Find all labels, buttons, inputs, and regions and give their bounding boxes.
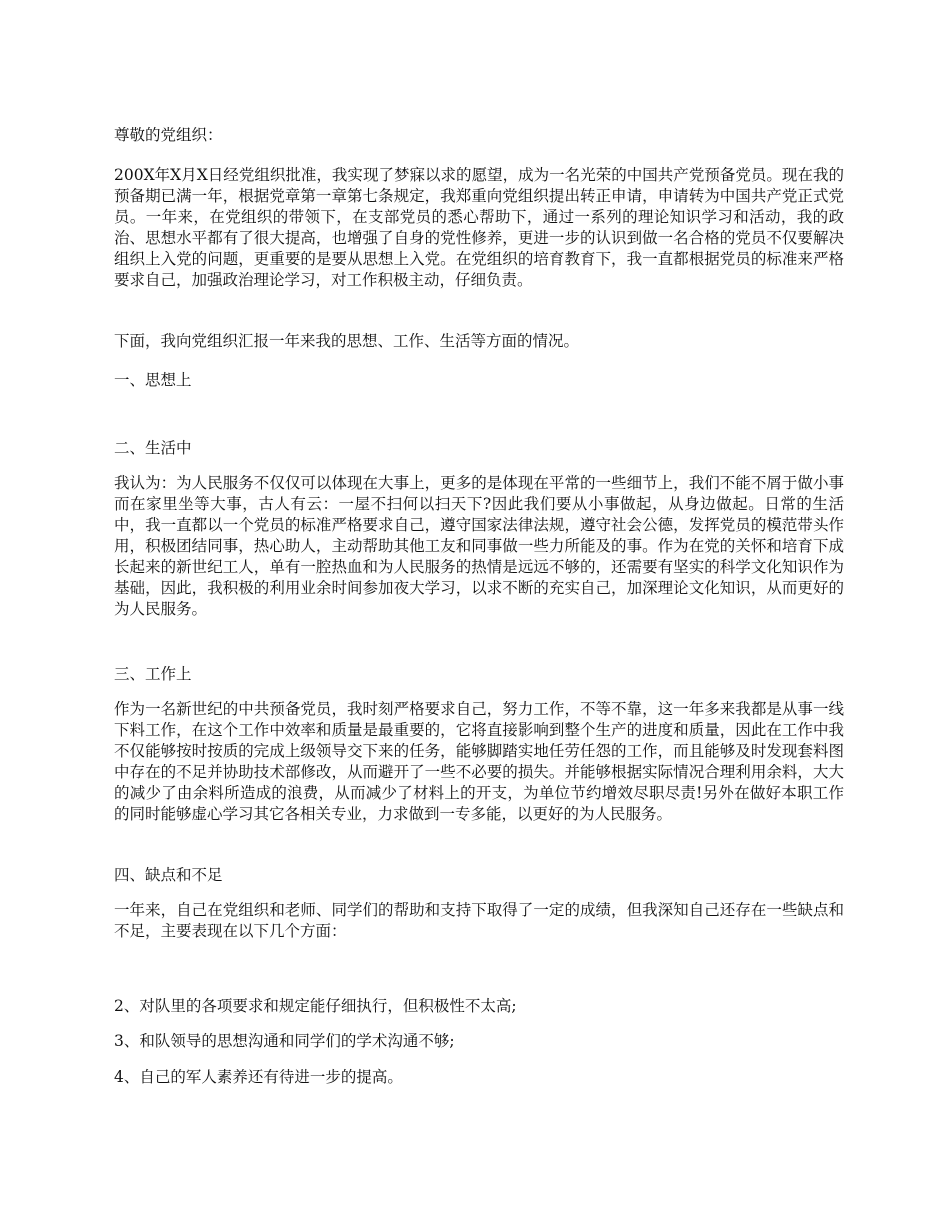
section-body-shortcomings: 一年来，自己在党组织和老师、同学们的帮助和支持下取得了一定的成绩，但我深知自己还存在一些缺点和不足，主要表现在以下几个方面： bbox=[114, 901, 844, 940]
list-item-2: 2、对队里的各项要求和规定能仔细执行，但积极性不太高; bbox=[114, 997, 517, 1015]
salutation: 尊敬的党组织： bbox=[114, 126, 223, 144]
section-title-thought: 一、思想上 bbox=[114, 371, 192, 389]
section-body-work: 作为一名新世纪的中共预备党员，我时刻严格要求自己，努力工作，不等不靠，这一年多来我都是从事一线下料工作，在这个工作中效率和质量是最重要的，它将直接影响到整个生产的进度和质量，因此在工作中我不仅能够按时按质的完成上级领导交下来的任务，能够脚踏实地任劳任怨的工作，而且能够及时发现套料图中存在的不足并协助技术部修改，从而避开了一些不必要的损失。并能够根据实际情况合理利用余料，大大的减少了由余料所造成的浪费，从而减少了材料上的开支，为单位节约增效尽职尽责!另外在做好本职工作的同时能够虚心学习其它各相关专业，力求做到一专多能，以更好的为人民服务。 bbox=[114, 700, 844, 823]
intro-paragraph: 200X年X月X日经党组织批准，我实现了梦寐以求的愿望，成为一名光荣的中国共产党预备党员。现在我的预备期已满一年，根据党章第一章第七条规定，我郑重向党组织提出转正申请，申请转为中国共产党正式党员。一年来，在党组织的带领下，在支部党员的悉心帮助下，通过一系列的理论知识学习和活动，我的政治、思想水平都有了很大提高，也增强了自身的党性修养，更进一步的认识到做一名合格的党员不仅要解决组织上入党的问题，更重要的是要从思想上入党。在党组织的培育教育下，我一直都根据党员的标准来严格要求自己，加强政治理论学习，对工作积极主动，仔细负责。 bbox=[114, 166, 844, 289]
section-title-life: 二、生活中 bbox=[114, 439, 192, 457]
list-item-3: 3、和队领导的思想沟通和同学们的学术沟通不够; bbox=[114, 1032, 455, 1050]
section-title-work: 三、工作上 bbox=[114, 665, 192, 683]
report-intro: 下面，我向党组织汇报一年来我的思想、工作、生活等方面的情况。 bbox=[114, 332, 580, 350]
list-item-4: 4、自己的军人素养还有待进一步的提高。 bbox=[114, 1068, 403, 1086]
section-body-life: 我认为：为人民服务不仅仅可以体现在大事上，更多的是体现在平常的一些细节上，我们不能不屑于做小事而在家里坐等大事，古人有云：一屋不扫何以扫天下?因此我们要从小事做起，从身边做起。日常的生活中，我一直都以一个党员的标准严格要求自己，遵守国家法律法规，遵守社会公德，发挥党员的模范带头作用，积极团结同事，热心助人，主动帮助其他工友和同事做一些力所能及的事。作为在党的关怀和培育下成长起来的新世纪工人，单有一腔热血和为人民服务的热情是远远不够的，还需要有坚实的科学文化知识作为基础，因此，我积极的利用业余时间参加夜大学习，以求不断的充实自己，加深理论文化知识，从而更好的为人民服务。 bbox=[114, 474, 844, 618]
section-title-shortcomings: 四、缺点和不足 bbox=[114, 866, 223, 884]
